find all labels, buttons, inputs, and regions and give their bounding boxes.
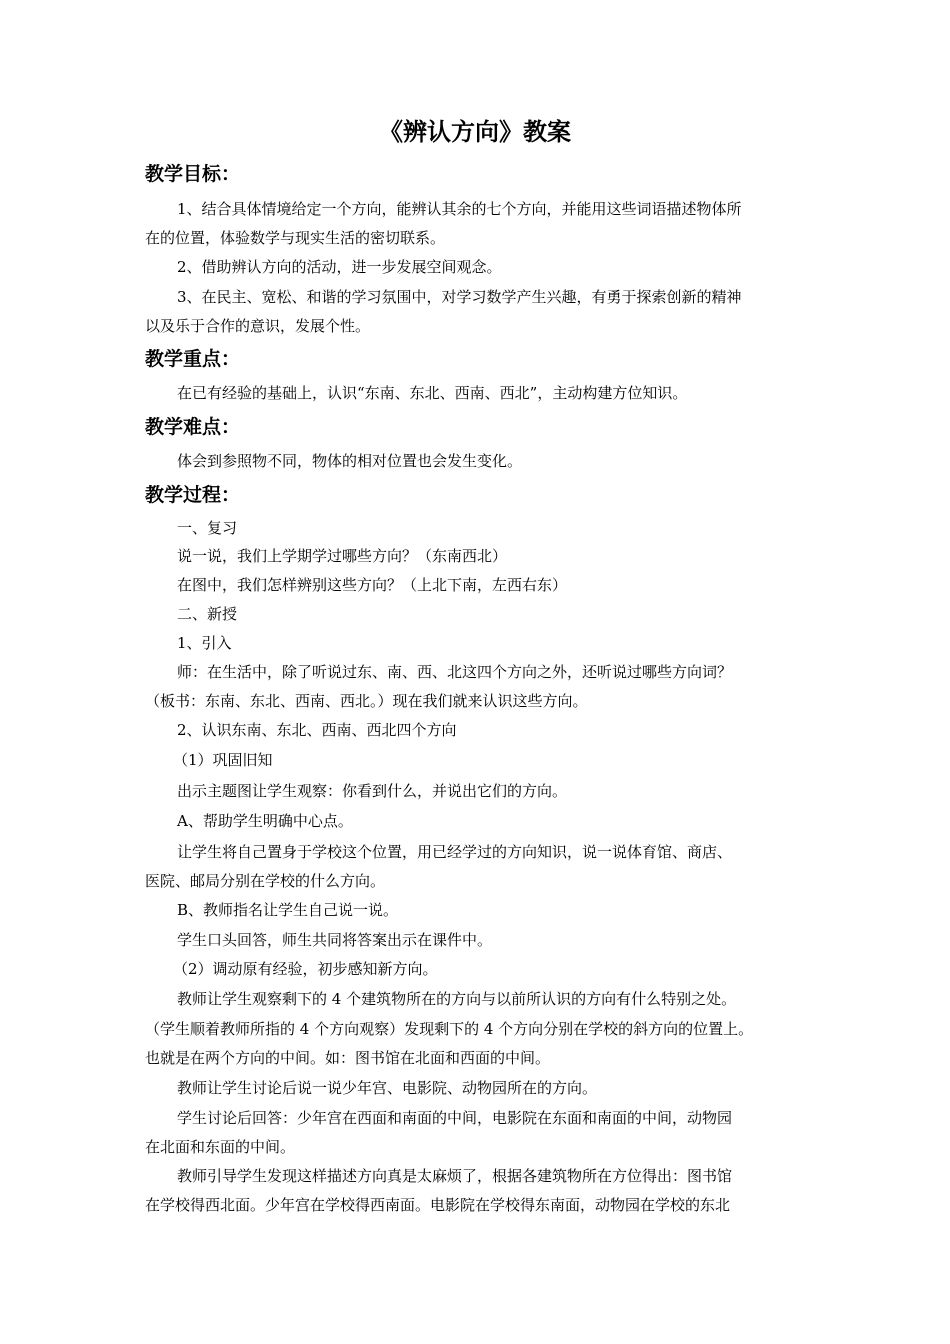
paragraph-line: （2）调动原有经验，初步感知新方向。 <box>173 960 438 978</box>
document-title: 《辨认方向》教案 <box>379 117 571 146</box>
paragraph-line: 2、借助辨认方向的活动，进一步发展空间观念。 <box>177 258 502 276</box>
paragraph-line: 二、新授 <box>177 605 238 623</box>
paragraph-line: 1、结合具体情境给定一个方向，能辨认其余的七个方向，并能用这些词语描述物体所 <box>177 200 742 218</box>
paragraph-line: 出示主题图让学生观察：你看到什么，并说出它们的方向。 <box>177 782 568 800</box>
paragraph-line: 也就是在两个方向的中间。如：图书馆在北面和西面的中间。 <box>145 1049 551 1067</box>
paragraph-line: 师：在生活中，除了听说过东、南、西、北这四个方向之外，还听说过哪些方向词？ <box>177 663 733 681</box>
paragraph-line: 教师引导学生发现这样描述方向真是太麻烦了，根据各建筑物所在方位得出：图书馆 <box>177 1167 733 1185</box>
paragraph-line: 在北面和东面的中间。 <box>145 1138 296 1156</box>
paragraph-line: 教师让学生讨论后说一说少年宫、电影院、动物园所在的方向。 <box>177 1079 598 1097</box>
paragraph-line: B、教师指名让学生自己说一说。 <box>177 901 399 919</box>
section-heading-key: 教学重点： <box>145 348 241 370</box>
paragraph-line: 3、在民主、宽松、和谐的学习氛围中，对学习数学产生兴趣，有勇于探索创新的精神 <box>177 288 742 306</box>
paragraph-line: 在图中，我们怎样辨别这些方向？（上北下南，左西右东） <box>177 576 568 594</box>
paragraph-line: 学生口头回答，师生共同将答案出示在课件中。 <box>177 931 493 949</box>
paragraph-line: 说一说，我们上学期学过哪些方向？（东南西北） <box>177 547 508 565</box>
paragraph-line: （1）巩固旧知 <box>173 751 273 769</box>
paragraph-line: 一、复习 <box>177 519 238 537</box>
paragraph-line: 在学校得西北面。少年宫在学校得西南面。电影院在学校得东南面，动物园在学校的东北 <box>145 1196 731 1214</box>
paragraph-line: 在已有经验的基础上，认识“东南、东北、西南、西北”，主动构建方位知识。 <box>177 384 688 402</box>
paragraph-line: 教师让学生观察剩下的 4 个建筑物所在的方向与以前所认识的方向有什么特别之处。 <box>177 990 737 1008</box>
section-heading-difficulty: 教学难点： <box>145 416 241 438</box>
paragraph-line: 在的位置，体验数学与现实生活的密切联系。 <box>145 229 446 247</box>
section-heading-goals: 教学目标： <box>145 163 241 185</box>
paragraph-line: 体会到参照物不同，物体的相对位置也会发生变化。 <box>177 452 523 470</box>
paragraph-line: （板书：东南、东北、西南、西北。）现在我们就来认识这些方向。 <box>145 692 588 710</box>
paragraph-line: 以及乐于合作的意识，发展个性。 <box>145 317 371 335</box>
paragraph-line: A、帮助学生明确中心点。 <box>177 812 353 830</box>
paragraph-line: 学生讨论后回答：少年宫在西面和南面的中间，电影院在东面和南面的中间，动物园 <box>177 1109 733 1127</box>
paragraph-line: 1、引入 <box>177 634 232 652</box>
paragraph-line: 2、认识东南、东北、西南、西北四个方向 <box>177 721 457 739</box>
paragraph-line: （学生顺着教师所指的 4 个方向观察）发现剩下的 4 个方向分别在学校的斜方向的位置上。 <box>145 1020 754 1038</box>
paragraph-line: 医院、邮局分别在学校的什么方向。 <box>145 872 386 890</box>
paragraph-line: 让学生将自己置身于学校这个位置，用已经学过的方向知识，说一说体育馆、商店、 <box>177 843 733 861</box>
section-heading-process: 教学过程： <box>145 484 241 506</box>
